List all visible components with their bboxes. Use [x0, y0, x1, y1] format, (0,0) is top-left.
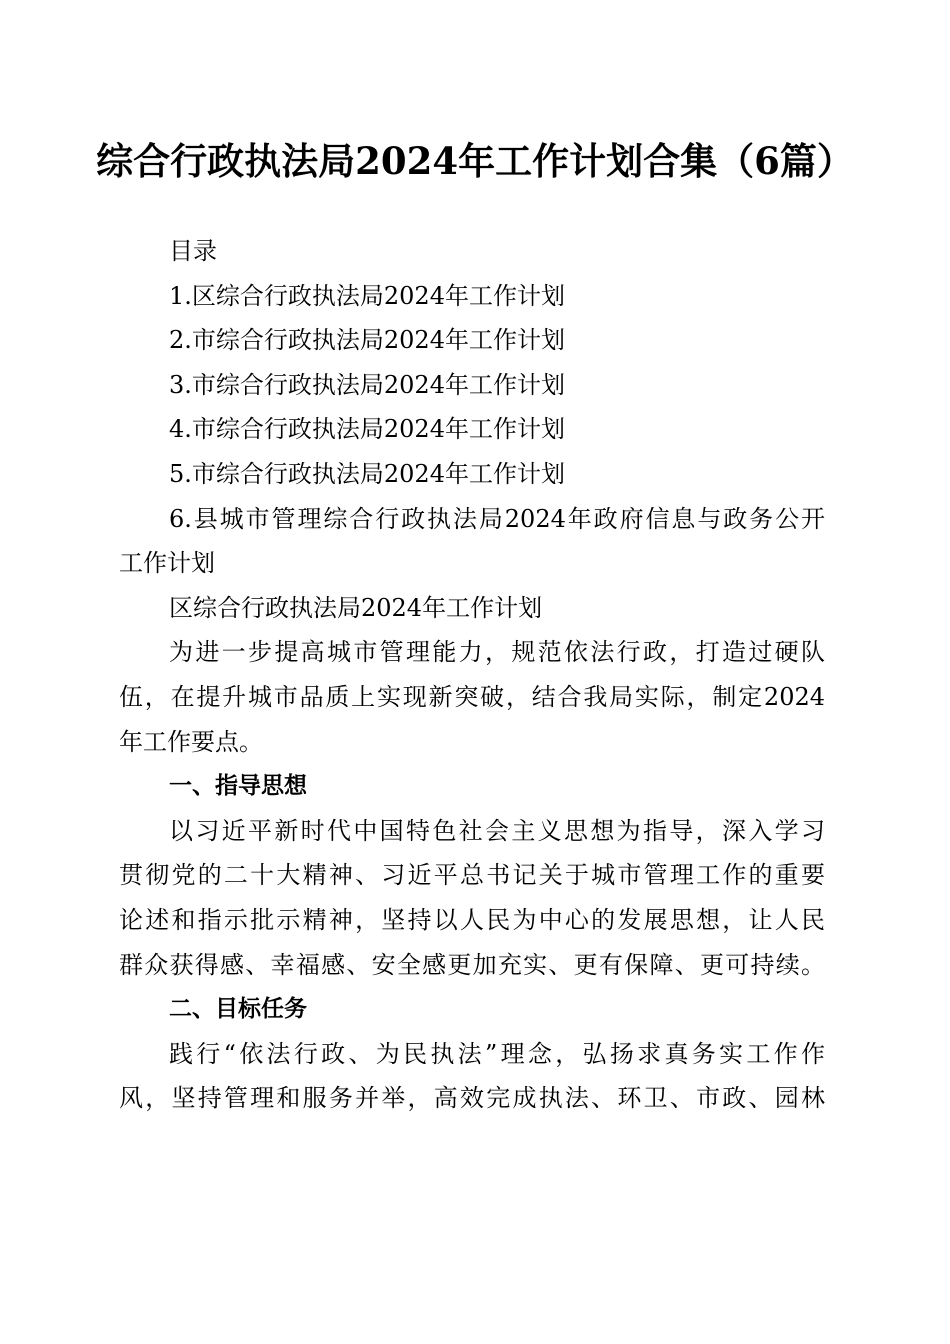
toc-item: 2.市综合行政执法局2024年工作计划	[169, 326, 565, 355]
toc-item: 1.区综合行政执法局2024年工作计划	[169, 281, 565, 310]
paragraph-line: 伍，在提升城市品质上实现新突破，结合我局实际，制定2024	[119, 682, 825, 711]
toc-item: 5.市综合行政执法局2024年工作计划	[169, 459, 565, 488]
paragraph-line: 年工作要点。	[119, 727, 263, 756]
paragraph-line: 风，坚持管理和服务并举，高效完成执法、环卫、市政、园林	[119, 1084, 825, 1113]
toc-item: 6.县城市管理综合行政执法局2024年政府信息与政务公开	[169, 504, 825, 533]
document-title: 综合行政执法局2024年工作计划合集（6篇）	[96, 139, 854, 183]
paragraph-line: 践行“依法行政、为民执法”理念，弘扬求真务实工作作	[169, 1039, 825, 1068]
section-heading: 二、目标任务	[169, 996, 307, 1023]
toc-item: 3.市综合行政执法局2024年工作计划	[169, 370, 565, 399]
paragraph-line: 为进一步提高城市管理能力，规范依法行政，打造过硬队	[169, 638, 825, 667]
section-heading: 一、指导思想	[169, 773, 307, 800]
document-body	[119, 229, 825, 1121]
paragraph-line: 以习近平新时代中国特色社会主义思想为指导，深入学习	[169, 816, 825, 845]
paragraph-line: 贯彻党的二十大精神、习近平总书记关于城市管理工作的重要	[119, 861, 825, 890]
toc-item-continuation: 工作计划	[119, 549, 215, 578]
toc-heading: 目录	[169, 237, 217, 265]
section-title: 区综合行政执法局2024年工作计划	[169, 593, 543, 622]
toc-item: 4.市综合行政执法局2024年工作计划	[169, 415, 565, 444]
paragraph-line: 群众获得感、幸福感、安全感更加充实、更有保障、更可持续。	[119, 950, 825, 979]
paragraph-line: 论述和指示批示精神，坚持以人民为中心的发展思想，让人民	[119, 905, 825, 934]
